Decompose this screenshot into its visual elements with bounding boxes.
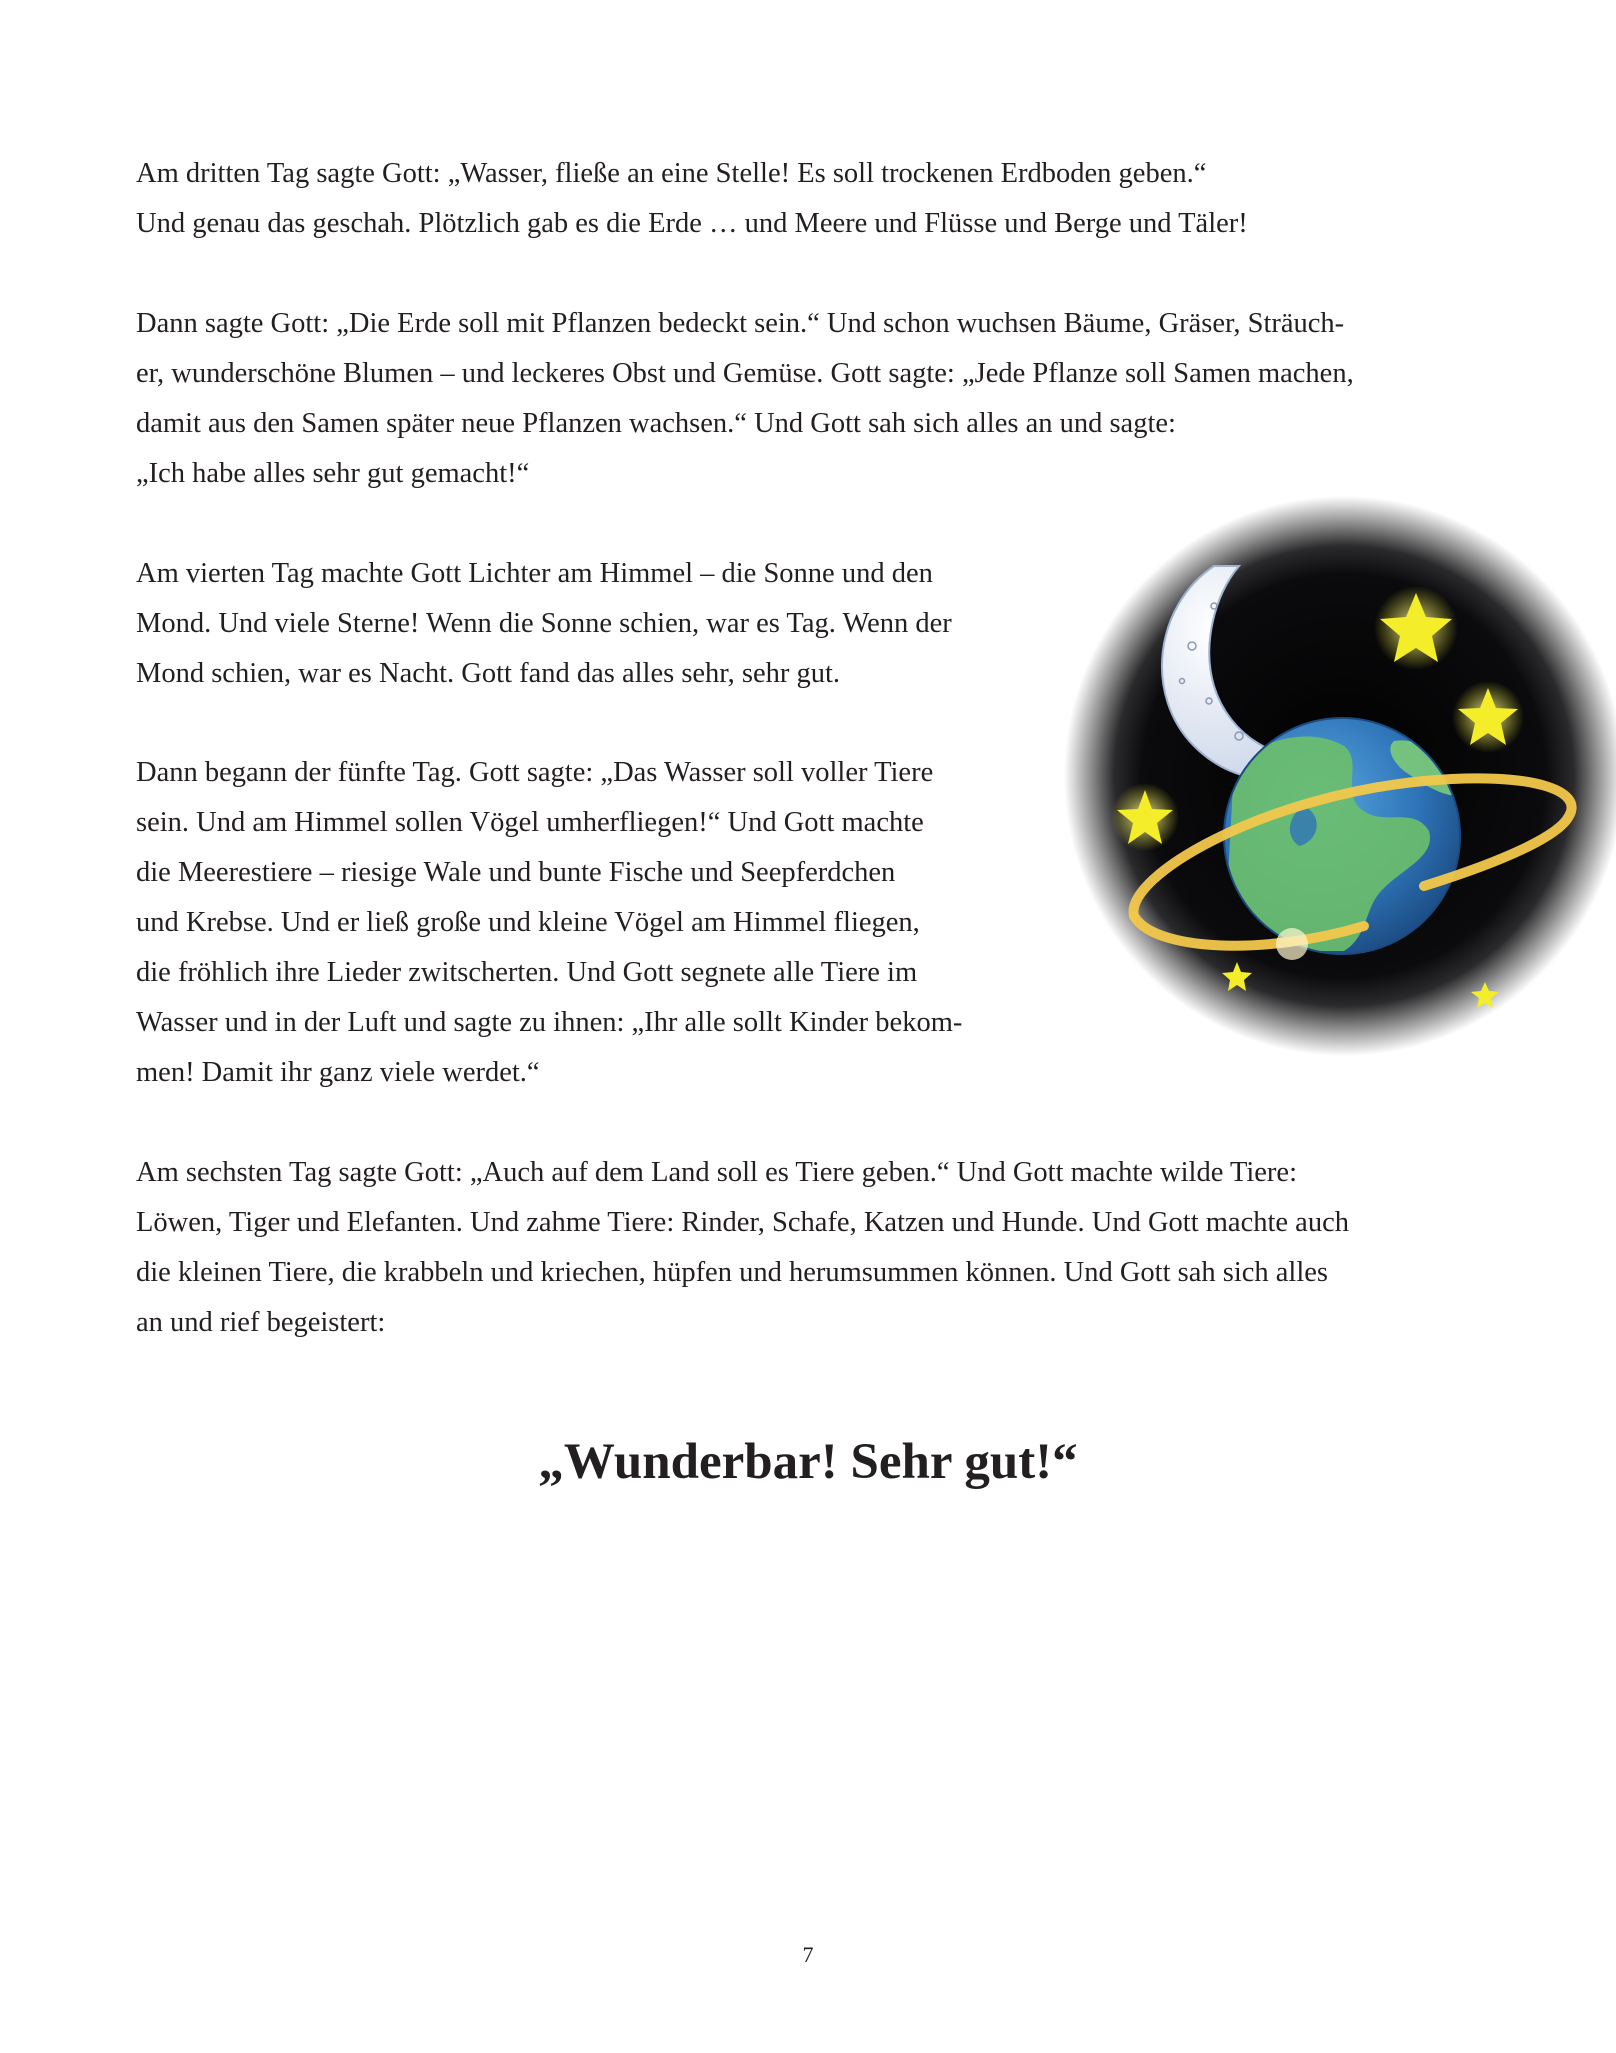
text-line: Am vierten Tag machte Gott Lichter am Himmel – die Sonne und den (136, 558, 933, 589)
text-line: an und rief begeistert: (136, 1307, 386, 1338)
star-icon (1111, 783, 1179, 851)
text-line: Wasser und in der Luft und sagte zu ihnen: „Ihr alle sollt Kinder bekom- (136, 1007, 963, 1038)
text-line: damit aus den Samen später neue Pflanzen wachsen.“ Und Gott sah sich alles an und sagte: (136, 408, 1176, 439)
text-line: Dann begann der fünfte Tag. Gott sagte: „Das Wasser soll voller Tiere (136, 757, 934, 788)
text-line: er, wunderschöne Blumen – und leckeres Obst und Gemüse. Gott sagte: „Jede Pflanze soll Samen machen, (136, 358, 1354, 389)
text-line: „Ich habe alles sehr gut gemacht!“ (136, 458, 530, 489)
star-icon (1374, 586, 1458, 670)
text-line: Am dritten Tag sagte Gott: „Wasser, fließe an eine Stelle! Es soll trockenen Erdboden geben.“ (136, 158, 1207, 189)
text-line: die Meerestiere – riesige Wale und bunte Fische und Seepferdchen (136, 857, 896, 888)
text-line: Dann sagte Gott: „Die Erde soll mit Pflanzen bedeckt sein.“ Und schon wuchsen Bäume, Gräser, Sträuch- (136, 308, 1345, 339)
text-line: Und genau das geschah. Plötzlich gab es die Erde … und Meere und Flüsse und Berge und Täler! (136, 208, 1248, 239)
text-line: die kleinen Tiere, die krabbeln und kriechen, hüpfen und herumsummen können. Und Gott sah sich alles (136, 1257, 1328, 1288)
text-line: men! Damit ihr ganz viele werdet.“ (136, 1057, 540, 1088)
text-line: sein. Und am Himmel sollen Vögel umherfliegen!“ Und Gott machte (136, 807, 924, 838)
text-line: Löwen, Tiger und Elefanten. Und zahme Tiere: Rinder, Schafe, Katzen und Hunde. Und Gott machte auch (136, 1207, 1349, 1238)
earth-icon (1224, 718, 1460, 954)
text-line: die fröhlich ihre Lieder zwitscherten. Und Gott segnete alle Tiere im (136, 957, 918, 988)
space-illustration (1064, 496, 1616, 1056)
page-number: 7 (802, 1942, 814, 1967)
text-line: und Krebse. Und er ließ große und kleine Vögel am Himmel fliegen, (136, 907, 920, 938)
text-line: Mond. Und viele Sterne! Wenn die Sonne schien, war es Tag. Wenn der (136, 608, 952, 639)
star-icon (1452, 681, 1524, 753)
text-line: Am sechsten Tag sagte Gott: „Auch auf dem Land soll es Tiere geben.“ Und Gott machte wilde Tiere: (136, 1157, 1297, 1188)
text-line: Mond schien, war es Nacht. Gott fand das alles sehr, sehr gut. (136, 658, 841, 689)
headline-quote: „Wunderbar! Sehr gut!“ (538, 1434, 1078, 1490)
